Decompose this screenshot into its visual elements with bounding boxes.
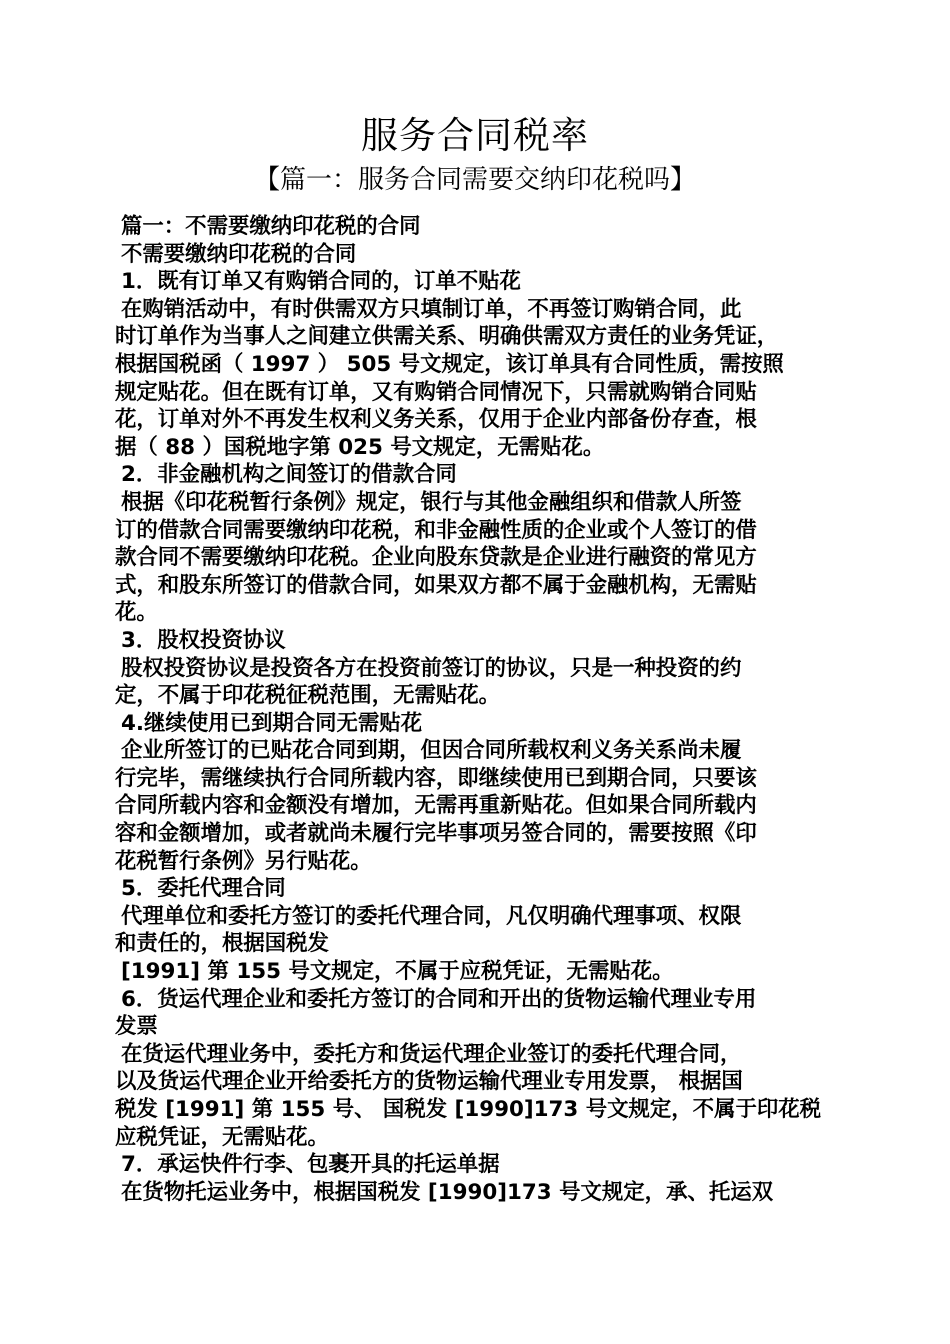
paragraph-line: 税发 [1991] 第 155 号、 国税发 [1990]173 号文规定，不属于印花税	[115, 1097, 822, 1122]
item-heading: 3．股权投资协议	[121, 627, 286, 653]
item-heading: 6．货运代理企业和委托方签订的合同和开出的货物运输代理业专用	[121, 986, 757, 1012]
paragraph-line: 时订单作为当事人之间建立供需关系、明确供需双方责任的业务凭证，	[115, 324, 779, 350]
paragraph-line: 合同所载内容和金额没有增加，无需再重新贴花。但如果合同所载内	[115, 793, 757, 819]
item-heading: 1．既有订单又有购销合同的，订单不贴花	[121, 269, 521, 295]
paragraph-line: 款合同不需要缴纳印花税。企业向股东贷款是企业进行融资的常见方	[115, 545, 757, 571]
paragraph-line: 规定贴花。但在既有订单，又有购销合同情况下，只需就购销合同贴	[115, 379, 757, 405]
paragraph-line: 定，不属于印花税征税范围，无需贴花。	[115, 683, 501, 709]
paragraph-line: 和责任的，根据国税发	[115, 931, 329, 957]
item-heading: 5．委托代理合同	[121, 876, 286, 902]
paragraph-line: 根据《印花税暂行条例》规定，银行与其他金融组织和借款人所签	[121, 489, 742, 515]
item-heading: 4.继续使用已到期合同无需贴花	[121, 710, 423, 736]
item-heading: 7．承运快件行李、包裹开具的托运单据	[121, 1152, 500, 1178]
paragraph-line: 容和金额增加，或者就尚未履行完毕事项另签合同的，需要按照《印	[115, 821, 757, 847]
paragraph-line: 花，订单对外不再发生权利义务关系，仅用于企业内部备份存查，根	[115, 407, 757, 433]
paragraph-line: 式，和股东所签订的借款合同，如果双方都不属于金融机构，无需贴	[115, 572, 757, 598]
paragraph-line: 应税凭证，无需贴花。	[115, 1124, 329, 1150]
document-title: 服务合同税率	[361, 114, 589, 157]
paragraph-line: 根据国税函（ 1997 ） 505 号文规定，该订单具有合同性质，需按照	[115, 351, 784, 377]
paragraph-line: 代理单位和委托方签订的委托代理合同，凡仅明确代理事项、权限	[121, 903, 742, 929]
paragraph-line: 在货运代理业务中，委托方和货运代理企业签订的委托代理合同，	[121, 1041, 742, 1067]
item-heading: 2．非金融机构之间签订的借款合同	[121, 462, 457, 488]
paragraph-line: 企业所签订的已贴花合同到期，但因合同所载权利义务关系尚未履	[121, 738, 742, 764]
paragraph-line: 在货物托运业务中，根据国税发 [1990]173 号文规定，承、托运双	[121, 1179, 774, 1205]
document-subtitle: 【篇一：服务合同需要交纳印花税吗】	[253, 165, 696, 195]
document-body	[115, 213, 845, 1206]
paragraph-line: 行完毕，需继续执行合同所载内容，即继续使用已到期合同，只要该	[115, 765, 757, 791]
section-heading: 不需要缴纳印花税的合同	[121, 241, 357, 267]
paragraph-line: 股权投资协议是投资各方在投资前签订的协议，只是一种投资的约	[121, 655, 742, 681]
paragraph-line: 花税暂行条例》另行贴花。	[115, 848, 372, 874]
item-heading: 发票	[115, 1014, 158, 1040]
paragraph-line: 在购销活动中，有时供需双方只填制订单，不再签订购销合同，此	[121, 296, 742, 322]
paragraph-line: 据（ 88 ）国税地字第 025 号文规定，无需贴花。	[115, 434, 605, 460]
paragraph-line: 订的借款合同需要缴纳印花税，和非金融性质的企业或个人签订的借	[115, 517, 757, 543]
paragraph-line: 花。	[115, 600, 158, 626]
paragraph-line: [1991] 第 155 号文规定，不属于应税凭证，无需贴花。	[121, 959, 674, 985]
paragraph-line: 以及货运代理企业开给委托方的货物运输代理业专用发票， 根据国	[115, 1069, 743, 1095]
section-heading: 篇一：不需要缴纳印花税的合同	[121, 214, 421, 239]
